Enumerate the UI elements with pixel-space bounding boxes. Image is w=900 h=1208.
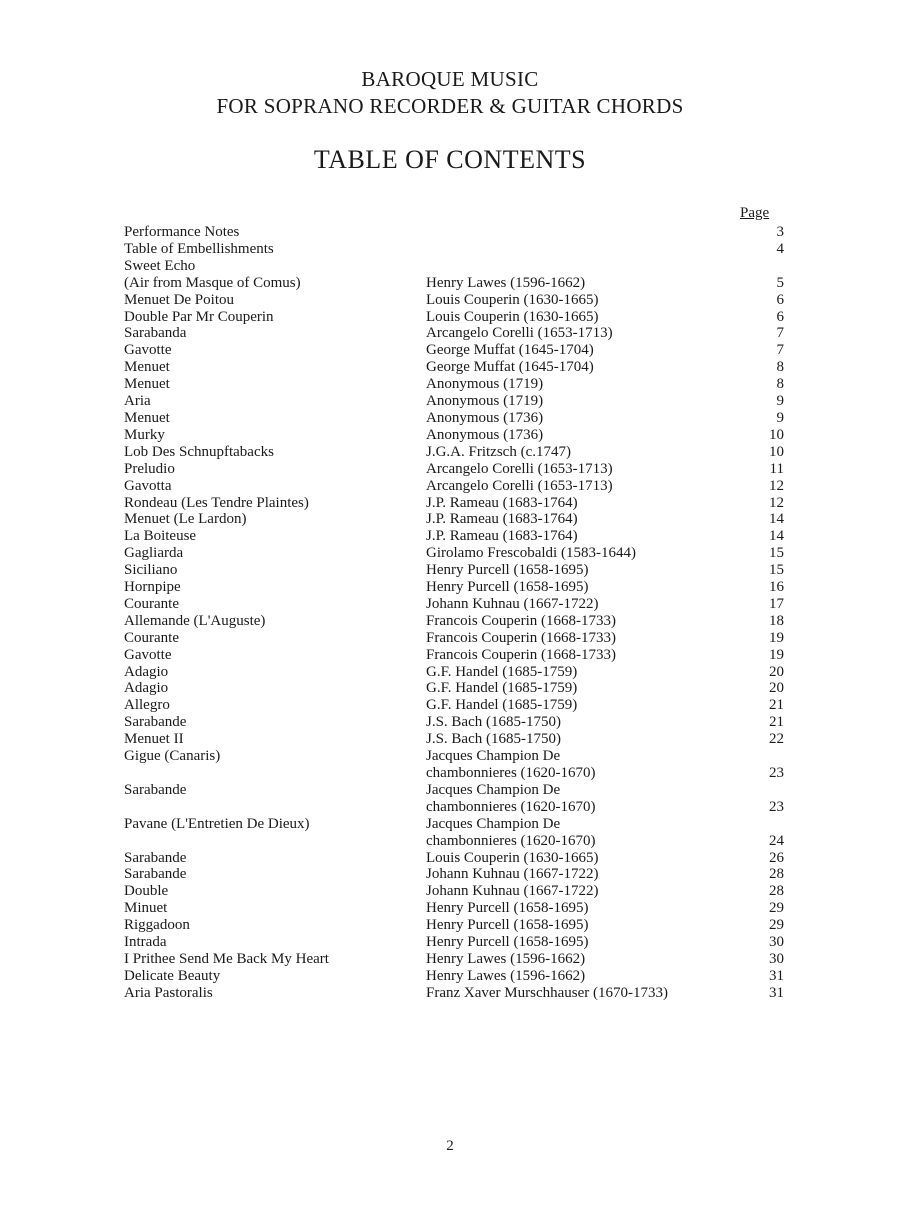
toc-entry-page: 24 <box>769 832 784 849</box>
toc-entry-title: I Prithee Send Me Back My Heart <box>124 950 329 967</box>
toc-entry-composer: Girolamo Frescobaldi (1583-1644) <box>426 545 636 562</box>
toc-entry-title: Minuet <box>124 900 168 917</box>
toc-entry-composer: Anonymous (1736) <box>426 409 544 426</box>
toc-entry-page: 20 <box>769 663 784 680</box>
toc-entry-page: 12 <box>769 494 784 511</box>
toc-entry-page: 11 <box>769 460 784 477</box>
toc-entry-page: 16 <box>769 579 784 596</box>
toc-entry-title: Allemande (L'Auguste) <box>124 612 266 629</box>
toc-entry-composer: Arcangelo Corelli (1653-1713) <box>426 477 613 494</box>
toc-row <box>124 985 784 1002</box>
toc-entry-page: 10 <box>769 443 784 460</box>
toc-entry-composer: J.P. Rameau (1683-1764) <box>426 528 578 545</box>
toc-entry-title: Aria Pastoralis <box>124 984 213 1001</box>
toc-row <box>124 883 784 900</box>
toc-entry-title: Adagio <box>124 680 169 697</box>
toc-row <box>124 850 784 867</box>
toc-row <box>124 731 784 748</box>
toc-entry-title: Rondeau (Les Tendre Plaintes) <box>124 494 309 511</box>
toc-row <box>124 782 784 799</box>
toc-entry-composer: Johann Kuhnau (1667-1722) <box>426 883 599 900</box>
toc-entry-title: Double <box>124 883 169 900</box>
toc-entry-composer: J.P. Rameau (1683-1764) <box>426 511 578 528</box>
toc-entry-title: Gagliarda <box>124 545 184 562</box>
toc-row <box>124 528 784 545</box>
toc-entry-page: 20 <box>769 680 784 697</box>
toc-entry-page: 4 <box>776 240 784 257</box>
toc-entry-composer: Francois Couperin (1668-1733) <box>426 612 616 629</box>
toc-row <box>124 613 784 630</box>
toc-entry-composer: Francois Couperin (1668-1733) <box>426 646 616 663</box>
toc-entry-title: La Boiteuse <box>124 528 197 545</box>
toc-row <box>124 951 784 968</box>
toc-entry-page: 7 <box>776 342 784 359</box>
toc-entry-composer: G.F. Handel (1685-1759) <box>426 663 578 680</box>
toc-row <box>124 562 784 579</box>
toc-row <box>124 596 784 613</box>
toc-entry-page: 8 <box>776 359 784 376</box>
toc-entry-page: 29 <box>769 917 784 934</box>
toc-entry-composer: G.F. Handel (1685-1759) <box>426 697 578 714</box>
toc-entry-title: Sarabanda <box>124 325 187 342</box>
toc-entry-composer: Anonymous (1736) <box>426 426 544 443</box>
toc-entry-composer: Louis Couperin (1630-1665) <box>426 291 599 308</box>
toc-row <box>124 900 784 917</box>
toc-row <box>124 664 784 681</box>
toc-row <box>124 680 784 697</box>
toc-entry-composer: Johann Kuhnau (1667-1722) <box>426 595 599 612</box>
toc-entry-title: Siciliano <box>124 562 178 579</box>
toc-entry-composer <box>426 241 746 258</box>
toc-entry-title: Sweet Echo <box>124 257 196 274</box>
toc-entry-title: Table of Embellishments <box>124 240 274 257</box>
toc-entry-composer: J.S. Bach (1685-1750) <box>426 714 561 731</box>
toc-entry-composer: Henry Purcell (1658-1695) <box>426 900 589 917</box>
toc-entry-page: 6 <box>776 308 784 325</box>
toc-entry-page: 5 <box>776 274 784 291</box>
toc-entry-composer: chambonnieres (1620-1670) <box>426 832 596 849</box>
toc-entry-page: 26 <box>769 849 784 866</box>
toc-entry-page: 18 <box>769 612 784 629</box>
toc-entry-page: 19 <box>769 646 784 663</box>
toc-entry-composer: J.P. Rameau (1683-1764) <box>426 494 578 511</box>
toc-entry-composer: Louis Couperin (1630-1665) <box>426 308 599 325</box>
page-column-header: Page <box>740 205 770 221</box>
book-title-line-1: BAROQUE MUSIC <box>361 67 539 91</box>
toc-row <box>124 816 784 833</box>
toc-row <box>124 376 784 393</box>
toc-row <box>124 258 784 275</box>
toc-entry-composer: Henry Purcell (1658-1695) <box>426 579 589 596</box>
toc-row <box>124 799 784 816</box>
toc-entry-page: 23 <box>769 765 784 781</box>
toc-entry-composer: Henry Purcell (1658-1695) <box>426 562 589 579</box>
toc-entry-composer: Arcangelo Corelli (1653-1713) <box>426 460 613 477</box>
toc-entry-title: Gavotte <box>124 342 172 359</box>
toc-row <box>124 292 784 309</box>
toc-row <box>124 579 784 596</box>
toc-row <box>124 224 784 241</box>
toc-row <box>124 765 784 782</box>
toc-entry-page: 31 <box>769 967 784 984</box>
toc-entry-title: Sarabande <box>124 714 187 731</box>
toc-entry-composer: chambonnieres (1620-1670) <box>426 798 596 815</box>
toc-entry-title: Gigue (Canaris) <box>124 748 221 765</box>
toc-entry-composer: Henry Lawes (1596-1662) <box>426 274 586 291</box>
toc-entry-title: Menuet <box>124 359 170 376</box>
toc-entry-page <box>746 816 784 833</box>
toc-entry-composer: George Muffat (1645-1704) <box>426 359 594 376</box>
toc-row <box>124 697 784 714</box>
toc-entry-title: Delicate Beauty <box>124 967 221 984</box>
toc-entry-page: 6 <box>776 291 784 308</box>
toc-entry-title: Hornpipe <box>124 579 181 596</box>
toc-row <box>124 545 784 562</box>
toc-row <box>124 478 784 495</box>
toc-entry-title: Pavane (L'Entretien De Dieux) <box>124 815 310 832</box>
toc-entry-page: 10 <box>769 426 784 443</box>
toc-entry-title: Performance Notes <box>124 224 240 240</box>
toc-entry-page: 19 <box>769 629 784 646</box>
toc-entry-title: Sarabande <box>124 781 187 798</box>
toc-entry-page <box>746 748 784 765</box>
toc-entry-title: Preludio <box>124 460 175 477</box>
toc-row <box>124 833 784 850</box>
toc-entry-composer: Henry Purcell (1658-1695) <box>426 934 589 951</box>
toc-entry-title: Gavotte <box>124 646 172 663</box>
toc-entry-title: Gavotta <box>124 477 172 494</box>
toc-entry-page: 29 <box>769 900 784 917</box>
toc-entry-page: 23 <box>769 798 784 815</box>
toc-entry-page: 3 <box>776 224 784 240</box>
toc-entry-composer: Jacques Champion De <box>426 815 561 832</box>
toc-entry-composer: Franz Xaver Murschhauser (1670-1733) <box>426 984 669 1001</box>
toc-entry-title: Riggadoon <box>124 917 190 934</box>
toc-row <box>124 866 784 883</box>
toc-entry-title <box>124 799 426 816</box>
table-of-contents <box>124 224 784 1002</box>
toc-row <box>124 917 784 934</box>
toc-entry-page: 30 <box>769 950 784 967</box>
toc-row <box>124 325 784 342</box>
toc-entry-composer: Arcangelo Corelli (1653-1713) <box>426 325 613 342</box>
toc-entry-title: Aria <box>124 393 151 410</box>
toc-entry-title: Sarabande <box>124 866 187 883</box>
toc-entry-page: 14 <box>769 528 784 545</box>
page-number: 2 <box>446 1138 454 1154</box>
toc-row <box>124 410 784 427</box>
toc-entry-title: Allegro <box>124 697 170 714</box>
toc-entry-title: Menuet De Poitou <box>124 291 234 308</box>
toc-entry-composer: Louis Couperin (1630-1665) <box>426 849 599 866</box>
toc-entry-composer: chambonnieres (1620-1670) <box>426 765 596 781</box>
toc-entry-page: 21 <box>769 697 784 714</box>
toc-entry-page: 22 <box>769 731 784 748</box>
toc-entry-title: Adagio <box>124 663 169 680</box>
toc-entry-title: Courante <box>124 595 179 612</box>
toc-entry-title: Lob Des Schnupftabacks <box>124 443 274 460</box>
toc-entry-composer: George Muffat (1645-1704) <box>426 342 594 359</box>
toc-entry-title: Intrada <box>124 934 167 951</box>
toc-entry-page: 14 <box>769 511 784 528</box>
toc-row <box>124 495 784 512</box>
toc-entry-page: 15 <box>769 545 784 562</box>
toc-row <box>124 359 784 376</box>
toc-entry-composer: G.F. Handel (1685-1759) <box>426 680 578 697</box>
toc-row <box>124 393 784 410</box>
toc-entry-title: Menuet II <box>124 731 184 748</box>
toc-entry-page: 31 <box>769 984 784 1001</box>
toc-row <box>124 427 784 444</box>
toc-entry-page <box>746 782 784 799</box>
toc-entry-composer: Anonymous (1719) <box>426 376 544 393</box>
page-title: TABLE OF CONTENTS <box>313 145 587 174</box>
toc-entry-page: 7 <box>776 325 784 342</box>
toc-entry-page: 28 <box>769 866 784 883</box>
toc-entry-page: 30 <box>769 934 784 951</box>
toc-row <box>124 748 784 765</box>
toc-row <box>124 309 784 326</box>
toc-entry-title: Menuet <box>124 376 170 393</box>
toc-entry-composer <box>426 258 746 275</box>
toc-row <box>124 241 784 258</box>
toc-entry-page: 21 <box>769 714 784 731</box>
toc-entry-title: Sarabande <box>124 849 187 866</box>
toc-row <box>124 630 784 647</box>
toc-row <box>124 342 784 359</box>
toc-entry-composer: J.S. Bach (1685-1750) <box>426 731 561 748</box>
toc-entry-title: Courante <box>124 629 179 646</box>
toc-entry-composer: Francois Couperin (1668-1733) <box>426 629 616 646</box>
toc-entry-composer: Johann Kuhnau (1667-1722) <box>426 866 599 883</box>
toc-entry-page: 9 <box>776 409 784 426</box>
toc-entry-page: 9 <box>776 393 784 410</box>
toc-entry-composer <box>426 224 746 241</box>
toc-row <box>124 511 784 528</box>
toc-row <box>124 275 784 292</box>
toc-entry-title: (Air from Masque of Comus) <box>124 274 301 291</box>
toc-entry-page: 15 <box>769 562 784 579</box>
toc-entry-title <box>124 765 426 782</box>
book-title-line-2: FOR SOPRANO RECORDER & GUITAR CHORDS <box>216 94 684 118</box>
toc-entry-title: Murky <box>124 426 165 443</box>
toc-entry-page: 17 <box>769 595 784 612</box>
toc-entry-page: 12 <box>769 477 784 494</box>
toc-entry-composer: Anonymous (1719) <box>426 393 544 410</box>
toc-row <box>124 714 784 731</box>
toc-entry-title: Menuet (Le Lardon) <box>124 511 247 528</box>
toc-entry-page: 28 <box>769 883 784 900</box>
toc-row <box>124 647 784 664</box>
toc-entry-page: 8 <box>776 376 784 393</box>
toc-entry-page <box>746 258 784 275</box>
toc-entry-composer: Henry Lawes (1596-1662) <box>426 950 586 967</box>
toc-entry-composer: Jacques Champion De <box>426 748 561 765</box>
toc-entry-title <box>124 833 426 850</box>
toc-entry-composer: Henry Lawes (1596-1662) <box>426 967 586 984</box>
toc-entry-title: Double Par Mr Couperin <box>124 308 274 325</box>
toc-entry-composer: J.G.A. Fritzsch (c.1747) <box>426 443 571 460</box>
toc-row <box>124 461 784 478</box>
toc-entry-title: Menuet <box>124 409 170 426</box>
toc-entry-composer: Henry Purcell (1658-1695) <box>426 917 589 934</box>
toc-entry-composer: Jacques Champion De <box>426 781 561 798</box>
toc-row <box>124 968 784 985</box>
toc-row <box>124 444 784 461</box>
toc-row <box>124 934 784 951</box>
